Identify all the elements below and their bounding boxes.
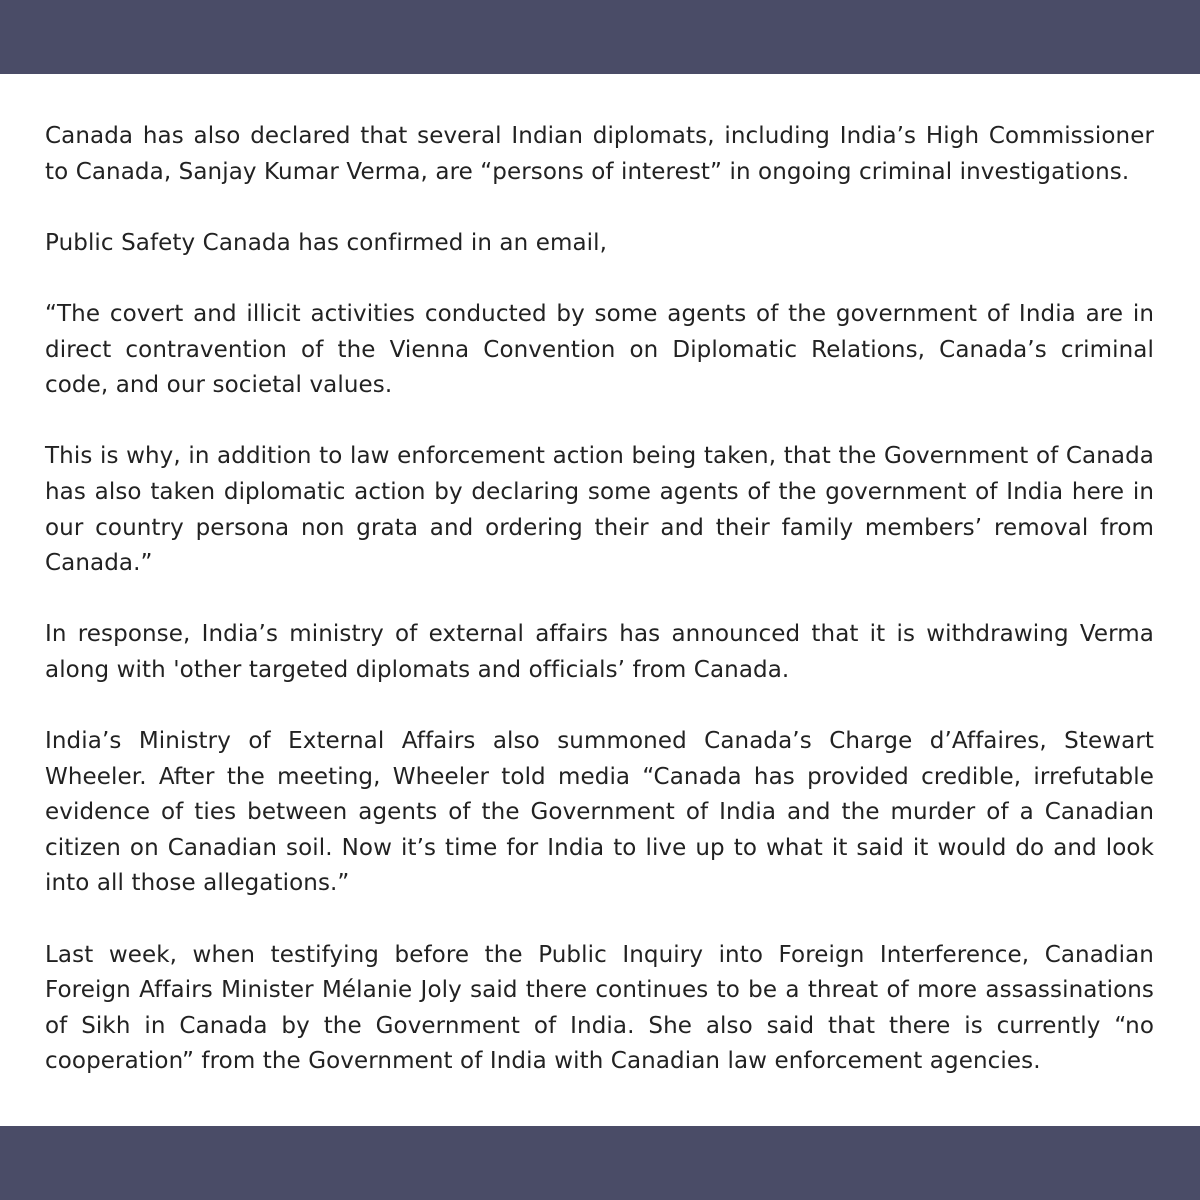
paragraph-india-response: In response, India’s ministry of external affairs has announced that it is withdrawing Verma along with 'other targeted diplomats and officials’ from Canada. [45,621,1154,683]
paragraph-joly-testimony: Last week, when testifying before the Public Inquiry into Foreign Interference, Canadian Foreign Affairs Minister Mélanie Joly said there continues to be a threat of more assassinations of Sikh in Canada by the Government of India. She also said that there is currently “no cooperation” from the Government of India with Canadian law enforcement agencies. [45,941,1154,1075]
paragraph-persons-of-interest: Canada has also declared that several Indian diplomats, including India’s High Commissioner to Canada, Sanjay Kumar Verma, are “persons of interest” in ongoing criminal investigations. [45,123,1154,185]
bottom-banner [0,1126,1200,1200]
paragraph-covert-activities-quote: “The covert and illicit activities conducted by some agents of the government of India are in direct contravention of the Vienna Convention on Diplomatic Relations, Canada’s criminal code, and our societal values. [45,300,1154,399]
paragraph-diplomatic-action-quote: This is why, in addition to law enforcement action being taken, that the Government of Canada has also taken diplomatic action by declaring some agents of the government of India here in our country persona non grata and ordering their and their family members’ removal from Canada.” [45,443,1154,577]
article-body [45,119,1154,1080]
top-banner [0,0,1200,74]
paragraph-public-safety-intro: Public Safety Canada has confirmed in an email, [45,229,608,256]
paragraph-wheeler-summoned: India’s Ministry of External Affairs also summoned Canada’s Charge d’Affaires, Stewart Wheeler. After the meeting, Wheeler told media “Canada has provided credible, irrefutable evidence of ties between agents of the Government of India and the murder of a Canadian citizen on Canadian soil. Now it’s time for India to live up to what it said it would do and look into all those allegations.” [45,728,1154,897]
